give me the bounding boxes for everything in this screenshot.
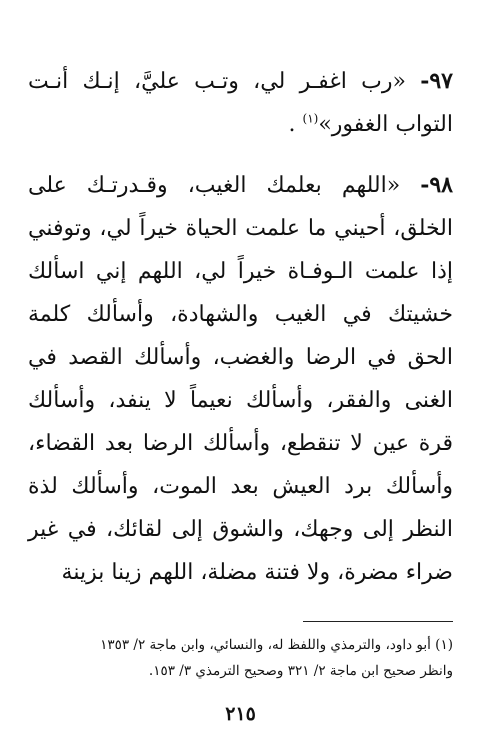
- dua-97-end: .: [288, 112, 296, 137]
- dua-98-number: ٩٨-: [420, 172, 453, 198]
- dua-98-paragraph: [28, 164, 453, 594]
- footnote-separator: [303, 621, 453, 622]
- dua-97-number: ٩٧-: [420, 68, 453, 94]
- page-number: ٢١٥: [225, 703, 256, 725]
- dua-97-text: «رب اغفـر لي، وتـب عليَّ، إنـك أنـت التواب الغفور»: [28, 69, 453, 137]
- footnote-line-1: (١) أبو داود، والترمذي واللفظ له، والنسائي، وابن ماجة ٢/ ١٣٥٣: [100, 637, 453, 653]
- footnote-ref-1[interactable]: (١): [302, 111, 319, 126]
- dua-98-text: «اللهم بعلمك الغيب، وقـدرتـك على الخلق، أحيني ما علمت الحياة خيراً لي، وتوفني إذا علمت الـوفـاة خيراً لي، اللهم إني اسألك خشيتك في الغيب والشهادة، وأسألك كلمة الحق في الرضا والغضب، وأسألك القصد في الغنى والفقر، وأسألك نعيماً لا ينفد، وأسألك قرة عين لا تنقطع، وأسألك الرضا بعد القضاء، وأسألك برد العيش بعد الموت، وأسألك لذة النظر إلى وجهك، والشوق إلى لقائك، في غير ضراء مضرة، ولا فتنة مضلة، اللهم زينا بزينة: [28, 173, 453, 585]
- dua-97-paragraph: [28, 60, 453, 146]
- footnote-line-2: وانظر صحيح ابن ماجة ٢/ ٣٢١ وصحيح الترمذي ٣/ ١٥٣.: [148, 663, 453, 679]
